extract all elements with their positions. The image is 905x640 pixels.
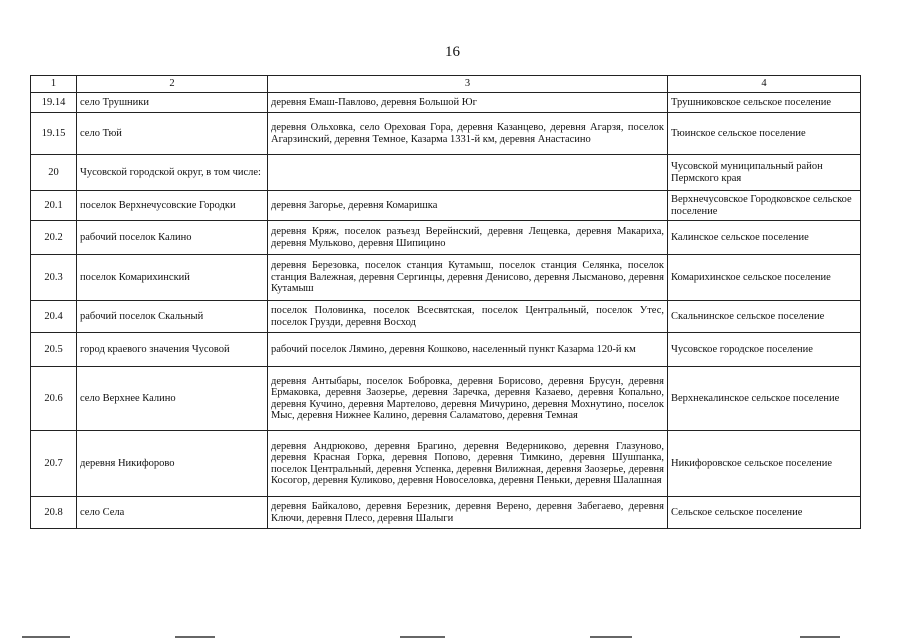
settlement-name: Чусовской городской округ, в том числе:	[77, 155, 268, 191]
settlement-name: город краевого значения Чусовой	[77, 333, 268, 367]
municipality-name: Скальнинское сельское поселение	[668, 301, 861, 333]
settlement-name: село Трушники	[77, 93, 268, 113]
settlement-composition: деревня Емаш-Павлово, деревня Большой Юг	[268, 93, 668, 113]
page-number: 16	[445, 44, 460, 60]
settlement-composition: деревня Андрюково, деревня Брагино, деревня Ведерниково, деревня Глазуново, деревня Красная Горка, деревня Попово, деревня Тимкино, деревня Шушпанка, поселок Центральный, деревня Успенка, деревня Вилижная, деревня Заозерье, деревня Косогор, деревня Куликово, деревня Новоселовка, деревня Пеньки, деревня Шалашная	[268, 431, 668, 497]
settlement-composition: деревня Березовка, поселок станция Кутамыш, поселок станция Селянка, поселок станция Валежная, деревня Сергинцы, деревня Денисово, деревня Лысманово, деревня Кутамыш	[268, 255, 668, 301]
table-row	[31, 221, 861, 255]
municipality-name: Чусовское городское поселение	[668, 333, 861, 367]
table-row	[31, 333, 861, 367]
municipality-name: Калинское сельское поселение	[668, 221, 861, 255]
municipality-name: Верхнечусовское Городковское сельское поселение	[668, 191, 861, 221]
settlement-composition: деревня Загорье, деревня Комаришка	[268, 191, 668, 221]
settlement-name: деревня Никифорово	[77, 431, 268, 497]
municipality-name: Чусовской муниципальный район Пермского края	[668, 155, 861, 191]
municipality-name: Сельское сельское поселение	[668, 497, 861, 529]
row-number: 20.8	[31, 497, 77, 529]
municipality-name: Трушниковское сельское поселение	[668, 93, 861, 113]
table-row	[31, 155, 861, 191]
settlement-composition: деревня Антыбары, поселок Бобровка, деревня Борисово, деревня Брусун, деревня Ермаковка, деревня Заозерье, деревня Заречка, деревня Казаево, деревня Копально, деревня Кучино, деревня Мартелово, деревня Мичурино, деревня Мохнутино, поселок Мыс, деревня Нижнее Калино, деревня Саламатово, деревня Темная	[268, 367, 668, 431]
row-number: 20.4	[31, 301, 77, 333]
row-number: 19.14	[31, 93, 77, 113]
settlement-name: село Тюй	[77, 113, 268, 155]
column-header-3: 3	[268, 76, 668, 93]
settlement-composition: деревня Ольховка, село Ореховая Гора, деревня Казанцево, деревня Агарзя, поселок Агарзинский, деревня Темное, Казарма 1331-й км, деревня Анастасино	[268, 113, 668, 155]
row-number: 20	[31, 155, 77, 191]
row-number: 20.5	[31, 333, 77, 367]
settlement-name: поселок Верхнечусовские Городки	[77, 191, 268, 221]
settlement-name: село Верхнее Калино	[77, 367, 268, 431]
settlements-table	[30, 75, 861, 529]
settlement-composition: деревня Кряж, поселок разъезд Верейнский, деревня Лещевка, деревня Макариха, деревня Мульково, деревня Шипицино	[268, 221, 668, 255]
table-row	[31, 113, 861, 155]
settlement-composition: деревня Байкалово, деревня Березник, деревня Верено, деревня Забегаево, деревня Ключи, деревня Плесо, деревня Шалыги	[268, 497, 668, 529]
row-number: 20.7	[31, 431, 77, 497]
row-number: 20.6	[31, 367, 77, 431]
row-number: 20.1	[31, 191, 77, 221]
row-number: 19.15	[31, 113, 77, 155]
row-number: 20.2	[31, 221, 77, 255]
municipality-name: Никифоровское сельское поселение	[668, 431, 861, 497]
table-row	[31, 367, 861, 431]
scan-edge-marks	[0, 636, 905, 640]
scan-mark	[175, 636, 215, 638]
table-row	[31, 191, 861, 221]
table-header-row	[31, 76, 861, 93]
table-row	[31, 93, 861, 113]
table-row	[31, 497, 861, 529]
scan-mark	[590, 636, 632, 638]
settlement-composition: рабочий поселок Лямино, деревня Кошково, населенный пункт Казарма 120-й км	[268, 333, 668, 367]
table-row	[31, 255, 861, 301]
row-number: 20.3	[31, 255, 77, 301]
scan-mark	[400, 636, 445, 638]
column-header-4: 4	[668, 76, 861, 93]
settlement-name: поселок Комарихинский	[77, 255, 268, 301]
settlement-composition: поселок Половинка, поселок Всесвятская, поселок Центральный, поселок Утес, поселок Грузди, деревня Восход	[268, 301, 668, 333]
scan-mark	[800, 636, 840, 638]
settlement-name: рабочий поселок Калино	[77, 221, 268, 255]
municipality-name: Верхнекалинское сельское поселение	[668, 367, 861, 431]
settlement-composition	[268, 155, 668, 191]
settlement-name: рабочий поселок Скальный	[77, 301, 268, 333]
scan-mark	[22, 636, 70, 638]
table-row	[31, 431, 861, 497]
column-header-2: 2	[77, 76, 268, 93]
municipality-name: Комарихинское сельское поселение	[668, 255, 861, 301]
settlement-name: село Села	[77, 497, 268, 529]
column-header-1: 1	[31, 76, 77, 93]
table-row	[31, 301, 861, 333]
municipality-name: Тюинское сельское поселение	[668, 113, 861, 155]
